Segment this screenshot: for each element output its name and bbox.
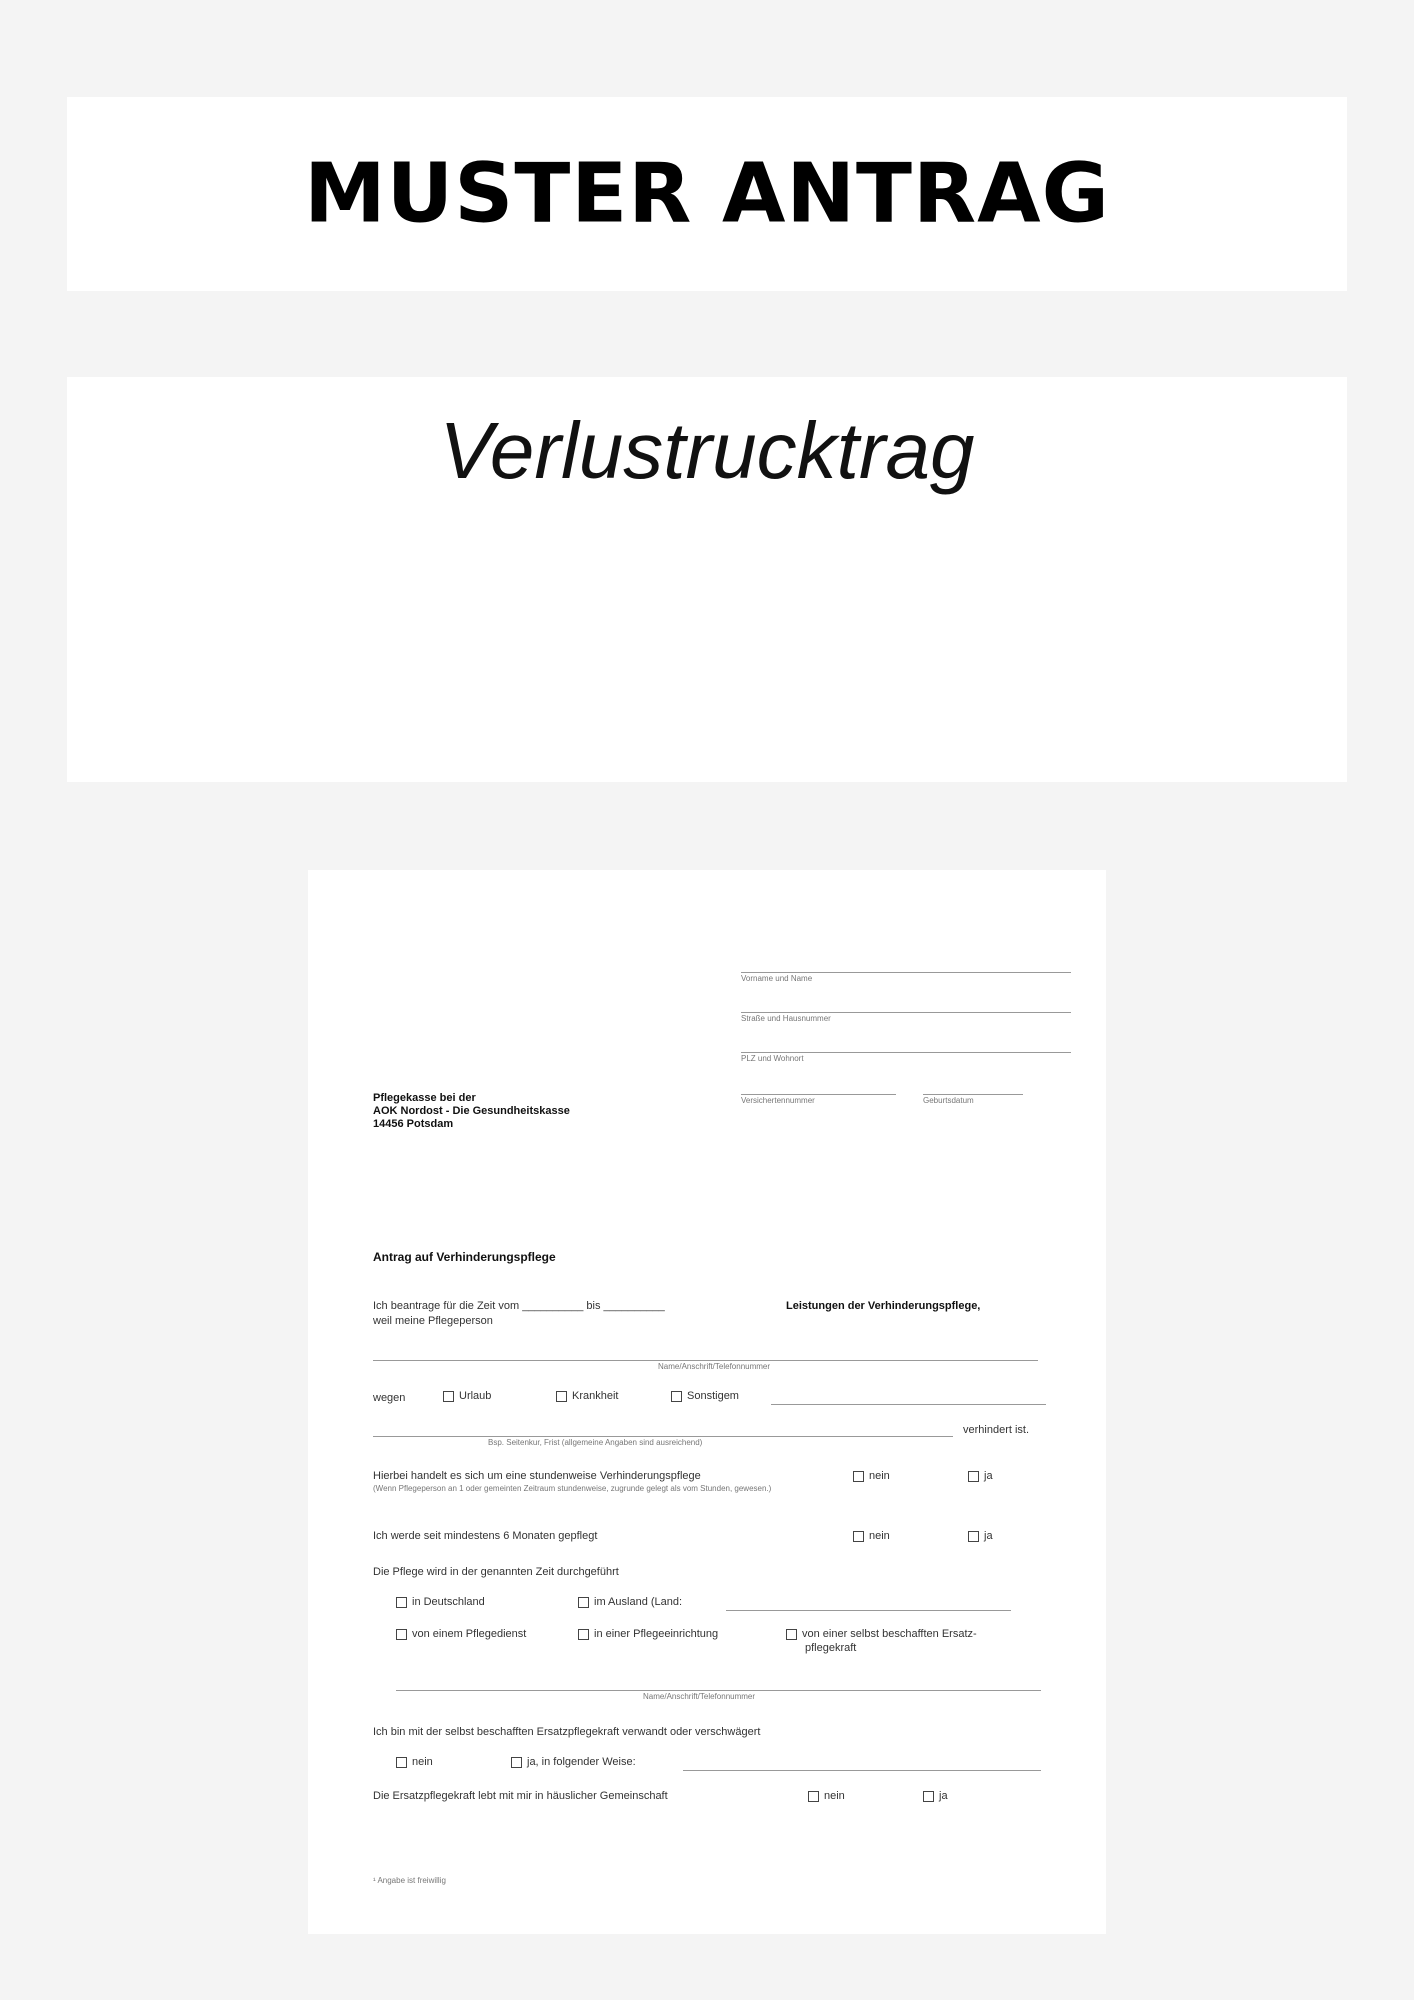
relation-question: Ich bin mit der selbst beschafften Ersatzpflegekraft verwandt oder verschwägert bbox=[373, 1726, 761, 1738]
checkbox-icon bbox=[853, 1531, 864, 1542]
checkbox-icon bbox=[671, 1391, 682, 1402]
checkbox-icon bbox=[443, 1391, 454, 1402]
page-subtitle: Verlustrucktrag bbox=[439, 406, 975, 495]
reason-vacation: Urlaub bbox=[443, 1390, 491, 1402]
checkbox-icon bbox=[923, 1791, 934, 1802]
performed-by-self: von einer selbst beschafften Ersatz- bbox=[786, 1628, 977, 1640]
because-label: wegen bbox=[373, 1392, 406, 1404]
relation-yes: ja, in folgender Weise: bbox=[511, 1756, 636, 1768]
checkbox-icon bbox=[968, 1471, 979, 1482]
checkbox-icon bbox=[396, 1629, 407, 1640]
checkbox-icon bbox=[853, 1471, 864, 1482]
recipient-address: Pflegekasse bei der AOK Nordost - Die Gesundheitskasse 14456 Potsdam bbox=[373, 1092, 570, 1130]
hourly-question: Hierbei handelt es sich um eine stundenweise Verhinderungspflege bbox=[373, 1470, 701, 1482]
request-line-1: Ich beantrage für die Zeit vom __________ bis __________ bbox=[373, 1300, 665, 1312]
checkbox-icon bbox=[578, 1629, 589, 1640]
reason-other: Sonstigem bbox=[671, 1390, 739, 1402]
request-bold: Leistungen der Verhinderungspflege, bbox=[786, 1300, 981, 1312]
household-yes: ja bbox=[923, 1790, 948, 1802]
household-question: Die Ersatzpflegekraft lebt mit mir in häuslicher Gemeinschaft bbox=[373, 1790, 668, 1802]
checkbox-icon bbox=[968, 1531, 979, 1542]
field-caption-name: Vorname und Name bbox=[741, 974, 813, 983]
field-caption-insurance-number: Versichertennummer bbox=[741, 1096, 815, 1105]
performed-by-facility: in einer Pflegeeinrichtung bbox=[578, 1628, 718, 1640]
reason-caption: Bsp. Seitenkur, Frist (allgemeine Angaben sind ausreichend) bbox=[488, 1438, 703, 1447]
six-months-no: nein bbox=[853, 1530, 890, 1542]
checkbox-icon bbox=[808, 1791, 819, 1802]
performed-by-service: von einem Pflegedienst bbox=[396, 1628, 526, 1640]
field-caption-birth-date: Geburtsdatum bbox=[923, 1096, 974, 1105]
reason-illness: Krankheit bbox=[556, 1390, 618, 1402]
title-card bbox=[67, 97, 1347, 291]
substitute-caption: Name/Anschrift/Telefonnummer bbox=[643, 1692, 756, 1701]
page-title: MUSTER ANTRAG bbox=[304, 146, 1110, 242]
subtitle-card bbox=[67, 377, 1347, 782]
hourly-note: (Wenn Pflegeperson an 1 oder gemeinten Zeitraum stundenweise, zugrunde gelegt als vom Stunden, gewesen.) bbox=[373, 1484, 772, 1493]
checkbox-icon bbox=[511, 1757, 522, 1768]
request-line-2: weil meine Pflegeperson bbox=[373, 1315, 493, 1327]
field-caption-city: PLZ und Wohnort bbox=[741, 1054, 804, 1063]
form-document-image bbox=[308, 870, 1106, 1934]
hourly-yes: ja bbox=[968, 1470, 993, 1482]
household-no: nein bbox=[808, 1790, 845, 1802]
location-germany: in Deutschland bbox=[396, 1596, 485, 1608]
relation-no: nein bbox=[396, 1756, 433, 1768]
checkbox-icon bbox=[578, 1597, 589, 1608]
hourly-no: nein bbox=[853, 1470, 890, 1482]
field-caption-street: Straße und Hausnummer bbox=[741, 1014, 831, 1023]
performed-question: Die Pflege wird in der genannten Zeit durchgeführt bbox=[373, 1566, 619, 1578]
performed-by-self-cont: pflegekraft bbox=[805, 1642, 857, 1654]
caregiver-caption: Name/Anschrift/Telefonnummer bbox=[658, 1362, 771, 1371]
six-months-yes: ja bbox=[968, 1530, 993, 1542]
checkbox-icon bbox=[396, 1597, 407, 1608]
six-months-question: Ich werde seit mindestens 6 Monaten gepflegt bbox=[373, 1530, 598, 1542]
prevented-label: verhindert ist. bbox=[963, 1424, 1030, 1436]
checkbox-icon bbox=[786, 1629, 797, 1640]
checkbox-icon bbox=[396, 1757, 407, 1768]
location-abroad: im Ausland (Land: bbox=[578, 1596, 682, 1608]
footnote: ¹ Angabe ist freiwillig bbox=[373, 1876, 446, 1885]
checkbox-icon bbox=[556, 1391, 567, 1402]
form-heading: Antrag auf Verhinderungspflege bbox=[373, 1250, 556, 1264]
